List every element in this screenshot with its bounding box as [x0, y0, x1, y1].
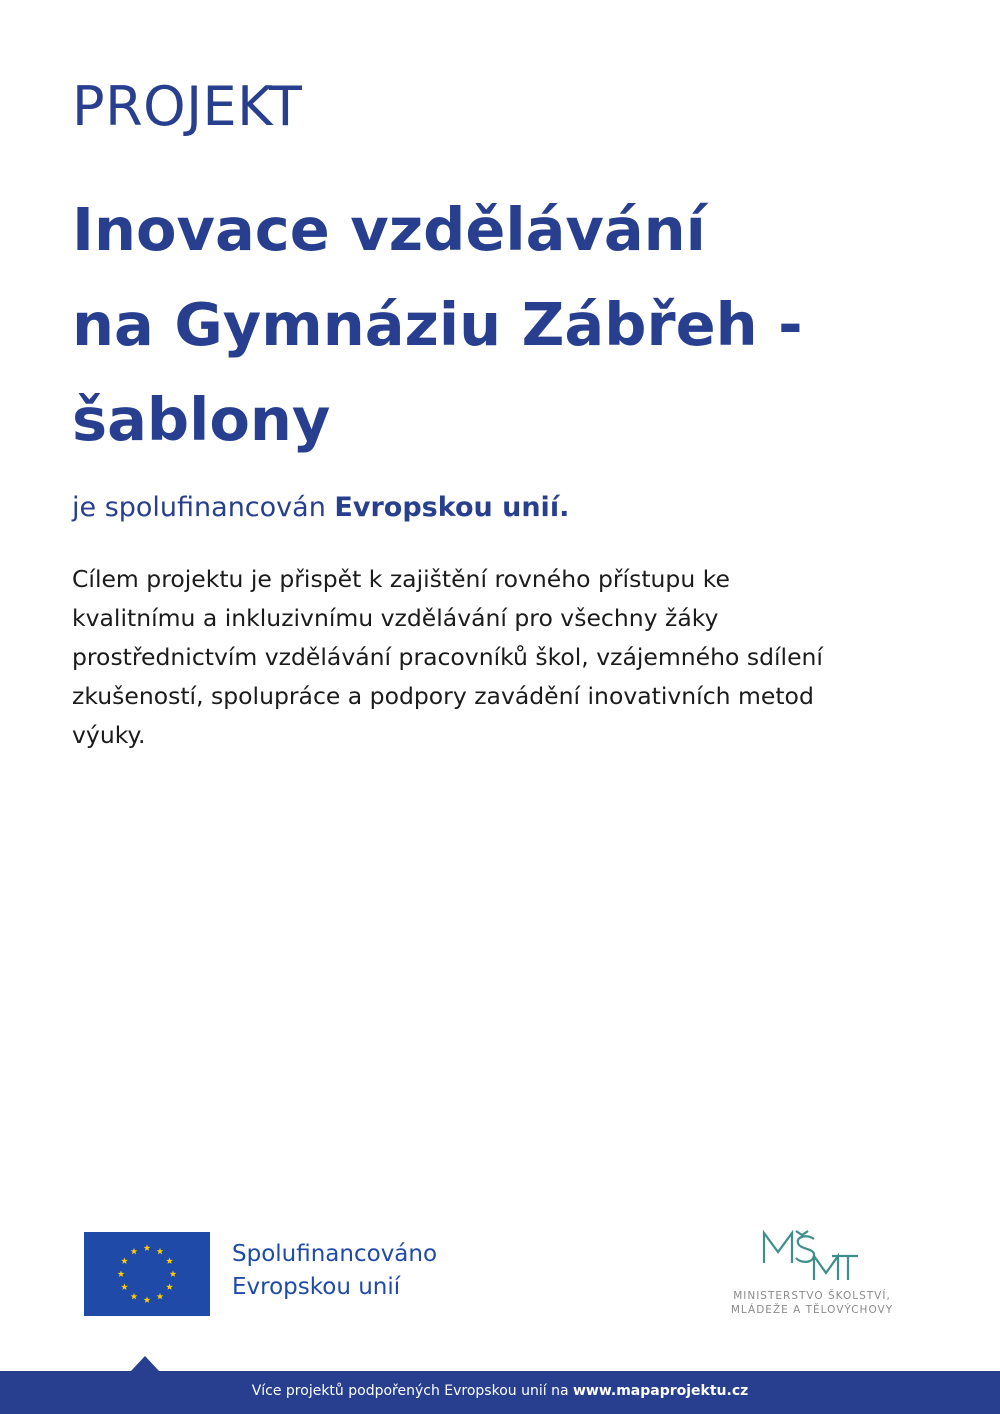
description-line: kvalitnímu a inkluzivnímu vzdělávání pro všechny žáky	[72, 604, 719, 632]
title-line-1: Inovace vzdělávání	[72, 195, 706, 264]
eu-stars	[84, 1232, 210, 1316]
eu-star-icon	[118, 1270, 125, 1277]
eu-star-icon	[166, 1283, 173, 1290]
footer-bar	[0, 1371, 1000, 1414]
msmt-name-line-2: MLÁDEŽE A TĚLOVÝCHOVY	[730, 1304, 894, 1316]
eu-star-icon	[170, 1270, 177, 1277]
description-line: zkušeností, spolupráce a podpory zavádění inovativních metod	[72, 682, 814, 710]
eu-cofunded-label	[232, 1238, 437, 1304]
eu-star-icon	[157, 1248, 164, 1255]
project-kicker: PROJEKT	[72, 75, 303, 138]
footer-notch	[130, 1356, 160, 1372]
eu-star-icon	[131, 1248, 138, 1255]
msmt-logo-icon	[712, 1228, 912, 1288]
msmt-logo	[712, 1228, 912, 1318]
project-title	[72, 182, 952, 467]
eu-star-icon	[131, 1293, 138, 1300]
description-line: prostřednictvím vzdělávání pracovníků škol, vzájemného sdílení	[72, 643, 823, 671]
title-line-3: šablony	[72, 385, 331, 454]
description-line: výuky.	[72, 721, 146, 749]
eu-text-line-2: Evropskou unií	[232, 1274, 401, 1300]
footer-prefix: Více projektů podpořených Evropskou unií na	[251, 1383, 573, 1399]
funding-emphasis: Evropskou unií.	[334, 492, 570, 523]
eu-star-icon	[121, 1283, 128, 1290]
eu-flag-icon	[84, 1232, 210, 1316]
eu-star-icon	[144, 1244, 151, 1251]
eu-text-line-1: Spolufinancováno	[232, 1241, 438, 1267]
eu-star-icon	[166, 1257, 173, 1264]
funding-statement	[72, 492, 569, 523]
description-line: Cílem projektu je přispět k zajištění rovného přístupu ke	[72, 565, 730, 593]
msmt-name-line-1: MINISTERSTVO ŠKOLSTVÍ,	[733, 1290, 891, 1302]
footer-link[interactable]: www.mapaprojektu.cz	[572, 1383, 749, 1399]
eu-star-icon	[121, 1257, 128, 1264]
title-line-2: na Gymnáziu Zábřeh -	[72, 290, 803, 359]
funding-prefix: je spolufinancován	[72, 492, 335, 523]
eu-star-icon	[144, 1296, 151, 1303]
project-description	[72, 560, 952, 755]
eu-star-icon	[157, 1293, 164, 1300]
